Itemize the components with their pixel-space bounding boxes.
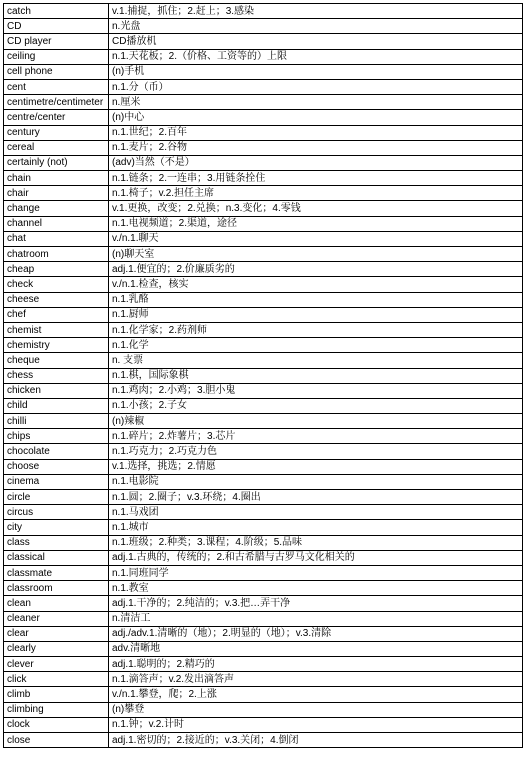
definition-cell: (n)手机: [109, 64, 523, 79]
definition-cell: n.光盘: [109, 19, 523, 34]
definition-cell: (adv)当然（不是）: [109, 155, 523, 170]
definition-cell: (n)聊天室: [109, 247, 523, 262]
word-cell: centre/center: [4, 110, 109, 125]
table-row: [4, 383, 523, 398]
table-row: [4, 490, 523, 505]
table-row: [4, 322, 523, 337]
word-cell: clever: [4, 657, 109, 672]
definition-cell: (n)辣椒: [109, 414, 523, 429]
definition-cell: n.1.碎片；2.炸薯片；3.芯片: [109, 429, 523, 444]
word-cell: cell phone: [4, 64, 109, 79]
table-row: [4, 64, 523, 79]
definition-cell: (n)中心: [109, 110, 523, 125]
definition-cell: v./n.1.检查，核实: [109, 277, 523, 292]
word-cell: cheque: [4, 353, 109, 368]
definition-cell: CD播放机: [109, 34, 523, 49]
table-row: [4, 95, 523, 110]
definition-cell: n.1.麦片；2.谷物: [109, 140, 523, 155]
word-cell: chemistry: [4, 338, 109, 353]
definition-cell: n.1.分（币）: [109, 79, 523, 94]
word-cell: cleaner: [4, 611, 109, 626]
table-row: [4, 459, 523, 474]
definition-cell: n.1.化学家；2.药剂师: [109, 322, 523, 337]
definition-cell: n.1.电视频道；2.渠道，途径: [109, 216, 523, 231]
word-cell: classical: [4, 550, 109, 565]
definition-cell: adj.1.密切的；2.接近的；v.3.关闭；4.倒闭: [109, 733, 523, 748]
definition-cell: adj.1.聪明的；2.精巧的: [109, 657, 523, 672]
word-cell: centimetre/centimeter: [4, 95, 109, 110]
definition-cell: v.1.选择，挑选；2.情愿: [109, 459, 523, 474]
word-cell: click: [4, 672, 109, 687]
definition-cell: n.1.世纪；2.百年: [109, 125, 523, 140]
definition-cell: n.1.化学: [109, 338, 523, 353]
word-cell: chatroom: [4, 247, 109, 262]
table-row: [4, 231, 523, 246]
table-row: [4, 398, 523, 413]
word-cell: chips: [4, 429, 109, 444]
word-cell: ceiling: [4, 49, 109, 64]
table-row: [4, 550, 523, 565]
definition-cell: n.1.巧克力；2.巧克力色: [109, 444, 523, 459]
table-row: [4, 596, 523, 611]
definition-cell: n.1.教室: [109, 581, 523, 596]
definition-cell: adj.1.便宜的；2.价廉质劣的: [109, 262, 523, 277]
table-row: [4, 672, 523, 687]
table-row: [4, 34, 523, 49]
word-cell: CD player: [4, 34, 109, 49]
table-row: [4, 474, 523, 489]
table-row: [4, 110, 523, 125]
table-row: [4, 611, 523, 626]
table-row: [4, 49, 523, 64]
word-cell: classroom: [4, 581, 109, 596]
word-cell: chef: [4, 307, 109, 322]
word-cell: class: [4, 535, 109, 550]
definition-cell: adj./adv.1.清晰的（地）；2.明显的（地）；v.3.清除: [109, 626, 523, 641]
definition-cell: n.1.圆；2.圈子；v.3.环绕；4.圈出: [109, 490, 523, 505]
word-cell: certainly (not): [4, 155, 109, 170]
word-cell: classmate: [4, 565, 109, 580]
table-row: [4, 717, 523, 732]
table-row: [4, 292, 523, 307]
table-row: [4, 657, 523, 672]
table-row: [4, 641, 523, 656]
definition-cell: v.1.捕捉，抓住；2.赶上；3.感染: [109, 4, 523, 19]
definition-cell: n.1.鸡肉；2.小鸡；3.胆小鬼: [109, 383, 523, 398]
table-row: [4, 186, 523, 201]
word-cell: chicken: [4, 383, 109, 398]
table-row: [4, 505, 523, 520]
definition-cell: v./n.1.攀登，爬；2.上涨: [109, 687, 523, 702]
word-cell: cent: [4, 79, 109, 94]
table-row: [4, 79, 523, 94]
table-row: [4, 155, 523, 170]
table-row: [4, 444, 523, 459]
word-cell: choose: [4, 459, 109, 474]
word-cell: cheese: [4, 292, 109, 307]
word-cell: chess: [4, 368, 109, 383]
word-cell: clean: [4, 596, 109, 611]
word-cell: cheap: [4, 262, 109, 277]
table-row: [4, 307, 523, 322]
vocabulary-table: [3, 3, 523, 748]
definition-cell: n.1.乳酪: [109, 292, 523, 307]
word-cell: circus: [4, 505, 109, 520]
definition-cell: adj.1.古典的，传统的；2.和古希腊与古罗马文化相关的: [109, 550, 523, 565]
definition-cell: n.厘米: [109, 95, 523, 110]
word-cell: clock: [4, 717, 109, 732]
definition-cell: n.清洁工: [109, 611, 523, 626]
table-row: [4, 687, 523, 702]
word-cell: cereal: [4, 140, 109, 155]
word-cell: child: [4, 398, 109, 413]
word-cell: chemist: [4, 322, 109, 337]
table-row: [4, 201, 523, 216]
definition-cell: (n)攀登: [109, 702, 523, 717]
table-row: [4, 216, 523, 231]
table-row: [4, 4, 523, 19]
table-row: [4, 353, 523, 368]
definition-cell: n.1.链条；2.一连串；3.用链条拴住: [109, 171, 523, 186]
table-row: [4, 414, 523, 429]
definition-cell: n.1.椅子；v.2.担任主席: [109, 186, 523, 201]
definition-cell: v./n.1.聊天: [109, 231, 523, 246]
definition-cell: n. 支票: [109, 353, 523, 368]
word-cell: CD: [4, 19, 109, 34]
word-cell: city: [4, 520, 109, 535]
table-row: [4, 125, 523, 140]
word-cell: chair: [4, 186, 109, 201]
word-cell: cinema: [4, 474, 109, 489]
table-row: [4, 171, 523, 186]
definition-cell: n.1.钟；v.2.计时: [109, 717, 523, 732]
table-row: [4, 702, 523, 717]
word-cell: channel: [4, 216, 109, 231]
definition-cell: n.1.滴答声；v.2.发出滴答声: [109, 672, 523, 687]
definition-cell: n.1.马戏团: [109, 505, 523, 520]
table-row: [4, 262, 523, 277]
definition-cell: n.1.同班同学: [109, 565, 523, 580]
word-cell: chilli: [4, 414, 109, 429]
table-row: [4, 733, 523, 748]
word-cell: circle: [4, 490, 109, 505]
table-row: [4, 535, 523, 550]
word-cell: climbing: [4, 702, 109, 717]
table-row: [4, 626, 523, 641]
table-row: [4, 277, 523, 292]
definition-cell: n.1.棋，国际象棋: [109, 368, 523, 383]
definition-cell: n.1.天花板；2.（价格、工资等的）上限: [109, 49, 523, 64]
table-row: [4, 520, 523, 535]
definition-cell: n.1.小孩；2.子女: [109, 398, 523, 413]
vocabulary-table-body: [4, 4, 523, 748]
definition-cell: n.1.厨师: [109, 307, 523, 322]
definition-cell: v.1.更换，改变；2.兑换；n.3.变化；4.零钱: [109, 201, 523, 216]
word-cell: clear: [4, 626, 109, 641]
word-cell: chat: [4, 231, 109, 246]
definition-cell: n.1.电影院: [109, 474, 523, 489]
table-row: [4, 565, 523, 580]
table-row: [4, 140, 523, 155]
table-row: [4, 247, 523, 262]
word-cell: chain: [4, 171, 109, 186]
table-row: [4, 429, 523, 444]
definition-cell: adv.清晰地: [109, 641, 523, 656]
word-cell: chocolate: [4, 444, 109, 459]
word-cell: change: [4, 201, 109, 216]
word-cell: catch: [4, 4, 109, 19]
word-cell: close: [4, 733, 109, 748]
word-cell: climb: [4, 687, 109, 702]
word-cell: century: [4, 125, 109, 140]
definition-cell: n.1.班级；2.种类；3.课程；4.阶级；5.品味: [109, 535, 523, 550]
table-row: [4, 581, 523, 596]
definition-cell: n.1.城市: [109, 520, 523, 535]
word-cell: check: [4, 277, 109, 292]
table-row: [4, 368, 523, 383]
definition-cell: adj.1.干净的；2.纯洁的；v.3.把…弄干净: [109, 596, 523, 611]
word-cell: clearly: [4, 641, 109, 656]
table-row: [4, 19, 523, 34]
table-row: [4, 338, 523, 353]
